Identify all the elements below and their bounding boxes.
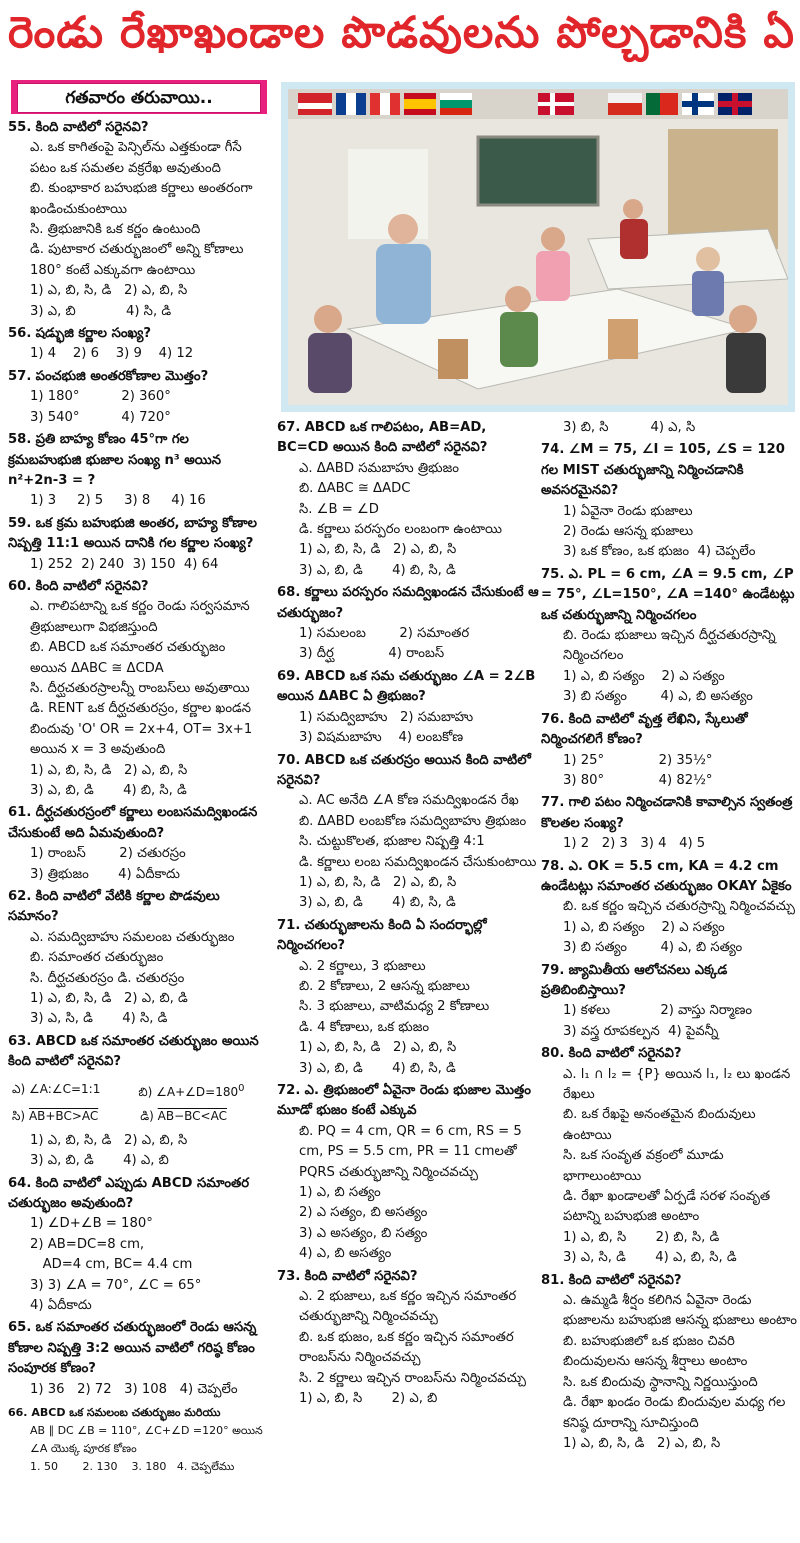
question-text: షడ్భుజి కర్ణాల సంఖ్య?: [35, 326, 152, 342]
question-stem: [8, 1318, 266, 1379]
statement-line: సి. 2 కర్ణాలు ఇచ్చిన రాంబస్‌ను నిర్మించవచ్చు: [299, 1370, 526, 1386]
statement-line: ఎ. AC అనేది ∠A కోణ సమద్విఖండన రేఖ: [299, 793, 519, 809]
question-text: కింది వాటిలో వేటికి కర్ణాల పొడవులు సమానం?: [8, 889, 220, 925]
q63-c: సి) AB+BC>AC: [12, 1108, 99, 1123]
q63-options-box: [12, 1077, 262, 1128]
question-stem: [541, 440, 797, 501]
statement-line: డి. పుటాకార చతుర్భుజంలో అన్ని కోణాలు 180° కంటే ఎక్కువగా ఉంటాయి: [30, 242, 244, 278]
answer-options: 4) ఏదీకాదు: [30, 1297, 92, 1313]
q63-a: ఎ) ∠A:∠C=1:1: [12, 1081, 101, 1096]
answer-options: 3) 540° 4) 720°: [30, 409, 171, 425]
answer-options: 1) 252 2) 240 3) 150 4) 64: [30, 556, 219, 572]
q66-options: 1. 50 2. 130 3. 180 4. చెప్పలేము: [30, 1459, 235, 1473]
answer-options: 1) ఎ, బి, సి, డి 2) ఎ, బి, సి: [299, 874, 457, 890]
answer-options: 3) 80° 4) 82½°: [563, 772, 713, 788]
question: [541, 961, 797, 1043]
answer-options: 2) AB=DC=8 cm,: [30, 1236, 145, 1252]
statement-line: సి. చుట్టుకొలత, భుజాల నిష్పత్తి 4:1: [299, 834, 485, 850]
question-stem: [541, 565, 797, 626]
question-stem: [541, 1271, 797, 1291]
statement-line: ఎ. 2 కర్ణాలు, 3 భుజాలు: [299, 958, 426, 974]
question-text: కింది వాటిలో వృత్త లేఖిని, స్కేలుతో నిర్మించగలిగే కోణం?: [541, 711, 748, 748]
question: [277, 916, 539, 1079]
column-1: [8, 118, 266, 1402]
question-number: 55.: [8, 120, 32, 135]
statement-line: ఎ. ఉమ్మడి శీర్షం కలిగిన ఏవైనా రెండు భుజాలను బహుభుజి ఆసన్న భుజాలు అంటాం: [563, 1293, 797, 1329]
answer-options: 2) రెండు ఆసన్న భుజాలు: [563, 524, 694, 540]
question-number: 80.: [541, 1046, 565, 1062]
question-stem: [277, 1267, 539, 1287]
answer-options: 3) త్రిభుజం 4) ఏదీకాదు: [30, 866, 180, 882]
statement-line: బి. 2 కోణాలు, 2 ఆసన్న భుజాలు: [299, 978, 470, 994]
answer-options: 1) ఎ, బి, సి, డి 2) ఎ, బి, సి: [563, 1435, 721, 1451]
statement-line: డి. 4 కోణాలు, ఒక భుజం: [299, 1019, 430, 1035]
answer-options: 3) ఎ, బి, డి 4) బి, సి, డి: [30, 783, 187, 798]
statement-line: బి. ΔABC ≅ ΔADC: [299, 481, 411, 497]
statement-line: బి. ABCD ఒక సమాంతర చతుర్భుజం అయిన ΔABC ≅ ΔCDA: [30, 640, 226, 676]
classroom-illustration: [288, 89, 788, 405]
answer-options: 3) ఎ, బి, డి 4) ఎ, బి: [30, 1153, 169, 1169]
question-text: ఎ. PL = 6 cm, ∠A = 9.5 cm, ∠P = 75°, ∠L=150°, ∠A =140° ఉండేటట్లు ఒక చతుర్భుజాన్ని నిర్మించగలం: [541, 566, 795, 623]
answer-options: 1) 180° 2) 360°: [30, 389, 171, 405]
answer-options: 4) ఎ, బి అసత్యం: [299, 1246, 392, 1262]
answer-options: 3) విషమబాహు 4) లంబకోణ: [299, 730, 464, 746]
answer-options: 1) రాంబస్ 2) చతురస్రం: [30, 846, 186, 862]
statement-line: బి. ఒక కర్ణం ఇచ్చిన చతురస్రాన్ని నిర్మించవచ్చు: [563, 899, 796, 915]
question: [8, 1131, 266, 1172]
question-text: కర్ణాలు పరస్పరం సమద్విఖండన చేసుకుంటే ఆ చతుర్భుజం?: [277, 585, 539, 621]
statement-line: డి. రేఖా ఖండం రెండు బిందువుల మధ్య గల కనిష్ఠ దూరాన్ని సూచిస్తుంది: [563, 1395, 786, 1431]
statement-line: బి. ఒక రేఖపై అనంతమైన బిందువులు ఉంటాయి: [563, 1107, 756, 1143]
answer-options: 1) ఎ, బి, సి 2) ఎ, బి: [299, 1391, 438, 1407]
question-text: పంచభుజి అంతరకోణాల మొత్తం?: [35, 368, 209, 384]
statement-line: బి. సమాంతర చతుర్భుజం: [30, 950, 164, 966]
question: [541, 793, 797, 854]
statement-line: డి. కర్ణాలు లంబ సమద్విఖండన చేసుకుంటాయి: [299, 854, 537, 870]
statement-line: సి. దీర్ఘచతురస్రం డి. చతురస్రం: [30, 970, 185, 986]
question-text: దీర్ఘచతురస్రంలో కర్ణాలు లంబసమద్విఖండన చేసుకుంటే అది ఏమవుతుంది?: [8, 805, 258, 841]
question: [541, 710, 797, 792]
question-text: ABCD ఒక చతురస్రం అయిన కింది వాటిలో సరైనవి?: [277, 752, 531, 788]
statement-line: సి. ∠B = ∠D: [299, 501, 379, 517]
statement-line: ఎ. 2 భుజాలు, ఒక కర్ణం ఇచ్చిన సమాంతర చతుర్భుజాన్ని నిర్మించవచ్చు: [299, 1289, 517, 1325]
statement-line: బి. ఒక భుజం, ఒక కర్ణం ఇచ్చిన సమాంతర రాంబస్‌ను నిర్మించవచ్చు: [299, 1329, 514, 1366]
question-text: కింది వాటిలో సరైనవి?: [568, 1046, 682, 1062]
question: [8, 1032, 266, 1073]
statement-line: సి. ఒక బిందువు స్థానాన్ని నిర్ణయిస్తుంది: [563, 1374, 758, 1390]
answer-options: 3) ఎ, బి 4) సి, డి: [30, 303, 172, 319]
question-number: 76.: [541, 711, 565, 727]
answer-options: 1) కళలు 2) వాస్తు నిర్మాణం: [563, 1003, 753, 1019]
answer-options: AD=4 cm, BC= 4.4 cm: [30, 1257, 193, 1273]
question-number: 61.: [8, 805, 32, 821]
statement-line: డి. కర్ణాలు పరస్పరం లంబంగా ఉంటాయి: [299, 522, 502, 538]
question-text: ∠M = 75, ∠I = 105, ∠S = 120 గల MIST చతుర్భుజాన్ని నిర్మించడానికి అవసరమైనవి?: [541, 442, 785, 499]
statement-line: సి. త్రిభుజానికి ఒక కర్ణం ఉంటుంది: [30, 222, 201, 238]
question: [8, 803, 266, 885]
question-stem: [8, 324, 266, 344]
question-text: కింది వాటిలో సరైనవి?: [35, 578, 149, 594]
statement-line: ఎ. సమద్విబాహు సమలంబ చతుర్భుజం: [30, 929, 235, 945]
question: [8, 324, 266, 365]
statement-line: ఎ. ΔABD సమబాహు త్రిభుజం: [299, 460, 459, 476]
classroom-photo: [288, 89, 788, 405]
answer-options: 3) ఎ, సి, డి 4) సి, డి: [30, 1011, 168, 1027]
q66-line3: ∠A యొక్క పూరక కోణం: [30, 1441, 137, 1455]
question-number: 69.: [277, 668, 301, 684]
question-stem: [541, 793, 797, 834]
question: [277, 583, 539, 665]
answer-options: 1) ఎ, బి సత్యం 2) ఎ సత్యం: [563, 919, 725, 935]
question: [8, 118, 266, 322]
answer-options: 1) 3 2) 5 3) 8 4) 16: [30, 493, 206, 509]
question-text: గాలి పటం నిర్మించడానికి కావాల్సిన స్వతంత్ర కొలతల సంఖ్య?: [541, 795, 793, 831]
question-text: ఒక క్రమ బహుభుజి అంతర, బాహ్య కోణాల నిష్పత్తి 11:1 అయిన దానికి గల కర్ణాల సంఖ్య?: [8, 515, 258, 552]
question: [277, 418, 539, 581]
question-text: చతుర్భుజాలను కింది ఏ సందర్భాల్లో నిర్మించగలం?: [277, 917, 487, 954]
question: [541, 440, 797, 562]
q66-title: ABCD ఒక సమలంబ చతుర్భుజం మరియు: [31, 1405, 221, 1419]
answer-options: 1) ఎ, బి సత్యం 2) ఎ సత్యం: [563, 668, 725, 684]
question: [541, 1271, 797, 1455]
question-stem: [541, 710, 797, 751]
question-stem: [8, 577, 266, 597]
question-number: 73.: [277, 1268, 301, 1284]
statement-line: బి. PQ = 4 cm, QR = 6 cm, RS = 5 cm, PS = 5.5 cm, PR = 11 cmలతో PQRS చతుర్భుజాన్ని నిర్మించవచ్చు: [299, 1123, 522, 1180]
banner-text: గతవారం తరువాయి..: [17, 83, 261, 113]
question: [8, 577, 266, 801]
question-stem: [277, 1081, 539, 1122]
question-stem: [8, 803, 266, 844]
question-number: 68.: [277, 585, 301, 601]
question-number: 79.: [541, 962, 565, 978]
question: [277, 751, 539, 914]
question-stem: [8, 430, 266, 491]
answer-options: 1) సమలంబ 2) సమాంతర: [299, 626, 470, 642]
answer-options: 1) ఎ, బి, సి, డి 2) ఎ, బి, సి: [30, 1132, 188, 1148]
statement-line: ఎ. గాలిపటాన్ని ఒక కర్ణం రెండు సర్వసమాన త్రిభుజాలుగా విభజిస్తుంది: [30, 599, 250, 635]
answer-options: 1) ఎ, బి, సి, డి 2) ఎ, బి, సి: [299, 1040, 457, 1056]
question-stem: [277, 667, 539, 708]
answer-options: 1) 25° 2) 35½°: [563, 752, 713, 768]
question: [541, 1044, 797, 1268]
question: [8, 430, 266, 512]
question-number: 77.: [541, 795, 565, 811]
answer-options: 2) ఎ సత్యం, బి అసత్యం: [299, 1205, 428, 1221]
question-stem: [8, 1032, 266, 1073]
column-3: [541, 418, 797, 1456]
question-number: 59.: [8, 515, 32, 531]
question-text: కింది వాటిలో సరైనవి?: [568, 1272, 682, 1288]
answer-options: 3) బి, సి 4) ఎ, సి: [563, 420, 696, 435]
question-text: ABCD ఒక సమ చతుర్భుజం ∠A = 2∠B అయిన ΔABC ఏ త్రిభుజం?: [277, 668, 536, 705]
answer-options: 3) 3) ∠A = 70°, ∠C = 65°: [30, 1277, 202, 1293]
answer-options: 3) ఎ, బి, డి 4) బి, సి, డి: [299, 1060, 456, 1076]
question-number: 56.: [8, 326, 32, 342]
statement-line: బి. ΔABD లంబకోణ సమద్విబాహు త్రిభుజం: [299, 813, 527, 829]
statement-line: బి. బహుభుజిలో ఒక భుజం చివరి బిందువులను ఆసన్న శీర్షాలు అంటాం: [563, 1333, 748, 1370]
question-number: 60.: [8, 578, 32, 594]
question-number: 81.: [541, 1272, 565, 1288]
question-text: ఎ. త్రిభుజంలో ఏవైనా రెండు భుజాల మొత్తం మూడో భుజం కంటే ఎక్కువ: [277, 1083, 531, 1119]
question-number: 74.: [541, 442, 565, 458]
question-text: కింది వాటిలో ఎప్పుడు ABCD సమాంతర చతుర్భుజం అవుతుంది?: [8, 1175, 250, 1211]
question: [541, 418, 797, 438]
statement-line: ఎ. ఒక కాగితంపై పెన్సిల్‌ను ఎత్తకుండా గీసే పటం ఒక సమతల వక్రరేఖ అవుతుంది: [30, 140, 242, 176]
question-text: ఒక సమాంతర చతుర్భుజంలో రెండు ఆసన్న కోణాల నిష్పత్తి 3:2 అయిన వాటిలో గరిష్ఠ కోణం సంపూరక కోణం?: [8, 1320, 257, 1377]
question-text: ఎ. OK = 5.5 cm, KA = 4.2 cm ఉండేటట్లు సమాంతర చతుర్భుజం OKAY ఏకైకం: [541, 858, 792, 894]
question: [8, 1174, 266, 1317]
question-number: 63.: [8, 1033, 32, 1049]
answer-options: 1) ఎ, బి సత్యం: [299, 1185, 381, 1201]
question: [8, 1318, 266, 1400]
question-number: 72.: [277, 1083, 301, 1098]
question-number: 67.: [277, 420, 301, 435]
question: [277, 667, 539, 749]
question-number: 65.: [8, 1320, 32, 1336]
question-stem: [8, 118, 266, 138]
headline: రెండు రేఖాఖండాల పొడవులను పోల్చడానికి ఏ: [8, 8, 795, 58]
question-text: జ్యామితీయ ఆలోచనలు ఎక్కడ ప్రతిబింబిస్తాయి?: [541, 962, 728, 998]
question-stem: [277, 916, 539, 957]
statement-line: ఎ. l₁ ∩ l₂ = {P} అయిన l₁, l₂ లు ఖండన రేఖలు: [563, 1066, 791, 1102]
question: [541, 565, 797, 708]
question-number: 57.: [8, 368, 32, 384]
question-66: [8, 1404, 266, 1476]
answer-options: 1) 36 2) 72 3) 108 4) చెప్పలేం: [30, 1381, 238, 1397]
question-stem: [8, 887, 266, 928]
question-number: 78.: [541, 858, 565, 874]
column-2: [277, 418, 539, 1412]
answer-options: 3) ఎ, బి, డి 4) బి, సి, డి: [299, 895, 456, 911]
question: [277, 1081, 539, 1265]
answer-options: 3) బి సత్యం 4) ఎ, బి అసత్యం: [563, 689, 753, 705]
answer-options: 1) 4 2) 6 3) 9 4) 12: [30, 346, 194, 362]
question: [277, 1267, 539, 1410]
answer-options: 1) సమద్విబాహు 2) సమబాహు: [299, 709, 474, 725]
answer-options: 1) ఎ, బి, సి, డి 2) ఎ, బి, సి: [30, 283, 188, 299]
question: [8, 887, 266, 1030]
answer-options: 3) ఒక కోణం, ఒక భుజం 4) చెప్పలేం: [563, 544, 756, 560]
answer-options: 3) దీర్ఘ 4) రాంబస్: [299, 646, 445, 662]
answer-options: 1) ∠D+∠B = 180°: [30, 1216, 153, 1232]
question-stem: [8, 1174, 266, 1215]
statement-line: సి. ఒక సంవృత వక్రంలో మూడు భాగాలుంటాయి: [563, 1148, 724, 1184]
answer-options: 1) ఎ, బి, సి 2) బి, సి, డి: [563, 1229, 720, 1245]
answer-options: 3) వస్త్ర రూపకల్పన 4) పైవన్నీ: [563, 1023, 719, 1039]
statement-line: డి. RENT ఒక దీర్ఘచతురస్రం, కర్ణాల ఖండన బిందువు 'O' OR = 2x+4, OT= 3x+1 అయిన x = 3 అవుతుంది: [30, 701, 253, 758]
statement-line: బి. కుంభాకార బహుభుజి కర్ణాలు అంతరంగా ఖండించుకుంటాయి: [30, 181, 253, 217]
question-text: ABCD ఒక గాలిపటం, AB=AD, BC=CD అయిన కింది వాటిలో సరైనవి?: [277, 420, 488, 456]
classroom-photo-frame: [281, 82, 795, 412]
answer-options: 1) ఎ, బి, సి, డి 2) ఎ, బి, డి: [30, 991, 188, 1007]
question-stem: [277, 418, 539, 459]
question-stem: [541, 1044, 797, 1064]
question-stem: [277, 751, 539, 792]
question-stem: [541, 857, 797, 898]
question-stem: [277, 583, 539, 624]
question-number: 70.: [277, 752, 301, 768]
continued-banner: [11, 80, 267, 114]
statement-line: డి. రేఖా ఖండాలతో ఏర్పడే సరళ సంవృత పటాన్ని బహుభుజి అంటాం: [563, 1189, 771, 1225]
question-stem: [541, 961, 797, 1002]
answer-options: 3) ఎ, సి, డి 4) ఎ, బి, సి, డి: [563, 1250, 737, 1266]
question-text: ప్రతి బాహ్య కోణం 45°గా గల క్రమబహుభుజి భుజాల సంఖ్య n³ అయిన n²+2n-3 = ?: [8, 432, 222, 488]
answer-options: 1) ఎ, బి, సి, డి 2) ఎ, బి, సి: [30, 762, 188, 778]
question-text: ABCD ఒక సమాంతర చతుర్భుజం అయిన కింది వాటిలో సరైనవి?: [8, 1033, 259, 1070]
question-stem: [8, 514, 266, 555]
q63-d: డి) AB−BC<AC: [140, 1108, 227, 1123]
question: [8, 367, 266, 428]
question-number: 58.: [8, 432, 32, 448]
answer-options: 3) ఎ, బి, డి 4) బి, సి, డి: [299, 562, 456, 578]
question-number: 71.: [277, 917, 301, 933]
q66-number: 66.: [8, 1405, 28, 1419]
question-number: 75.: [541, 566, 565, 582]
statement-line: సి. 3 భుజాలు, వాటిమధ్య 2 కోణాలు: [299, 999, 490, 1015]
answer-options: 1) ఏవైనా రెండు భుజాలు: [563, 503, 693, 519]
question: [8, 514, 266, 575]
question-stem: [8, 367, 266, 387]
question-number: 64.: [8, 1175, 32, 1191]
q63-b: బి) $\angle A+\angle D=180^0$: [138, 1082, 245, 1099]
question-text: కింది వాటిలో సరైనవి?: [35, 120, 149, 135]
answer-options: 1) 2 2) 3 3) 4 4) 5: [563, 836, 706, 852]
answer-options: 1) ఎ, బి, సి, డి 2) ఎ, బి, సి: [299, 542, 457, 558]
question-text: కింది వాటిలో సరైనవి?: [304, 1268, 418, 1284]
question-number: 62.: [8, 889, 32, 905]
answer-options: 3) ఎ అసత్యం, బి సత్యం: [299, 1225, 428, 1241]
answer-options: 3) బి సత్యం 4) ఎ, బి సత్యం: [563, 940, 743, 956]
q66-line2: AB ∥ DC ∠B = 110°, ∠C+∠D =120° అయిన: [30, 1423, 263, 1437]
statement-line: బి. రెండు భుజాలు ఇచ్చిన దీర్ఘచతురస్రాన్ని నిర్మించగలం: [563, 628, 776, 664]
statement-line: సి. దీర్ఘచతురస్రాలన్నీ రాంబస్‌లు అవుతాయి: [30, 680, 250, 696]
question: [541, 857, 797, 959]
